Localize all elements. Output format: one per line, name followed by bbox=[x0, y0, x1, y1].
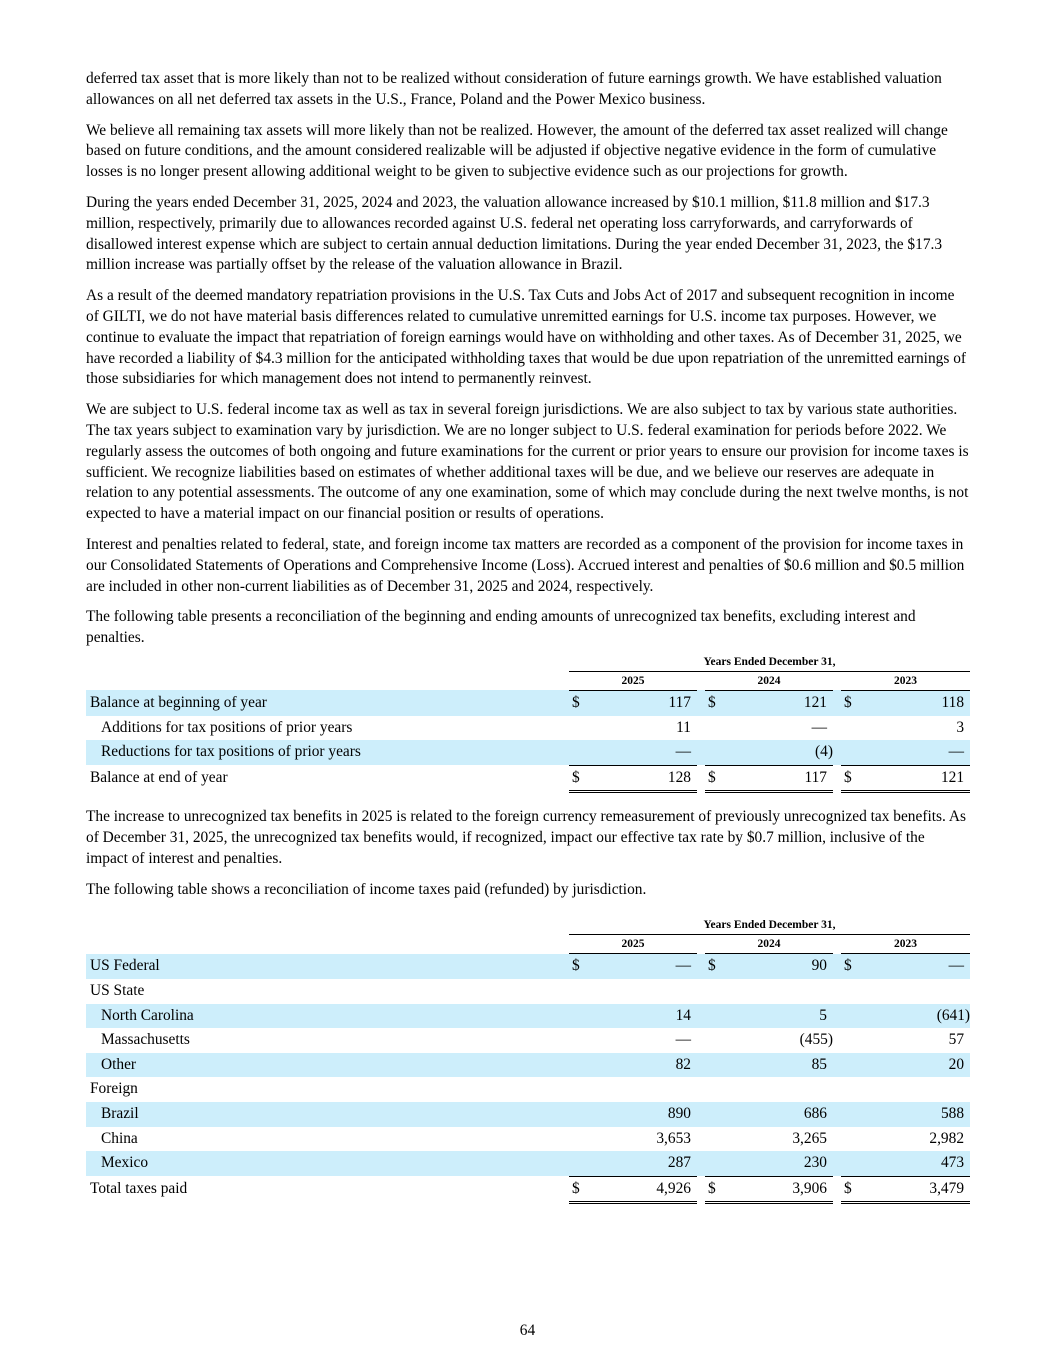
table-row: Total taxes paid $ 4,926 $ 3,906 $ 3,479 bbox=[86, 1176, 970, 1203]
paragraph-7: The following table presents a reconciliation of the beginning and ending amounts of unrecognized tax benefits, excluding interest and penalties. bbox=[86, 608, 916, 647]
table1-year-2023: 2023 bbox=[841, 671, 970, 690]
page-number: 64 bbox=[519, 1322, 536, 1339]
table-row: Balance at beginning of year $ 117 $ 121 $ 118 bbox=[86, 690, 970, 715]
table1-year-2024: 2024 bbox=[705, 671, 833, 690]
paragraph-9: The following table shows a reconciliation of income taxes paid (refunded) by jurisdiction. bbox=[86, 880, 647, 898]
paragraph-3: During the years ended December 31, 2025, 2024 and 2023, the valuation allowance increased by $10.1 million, $11.8 million and $17.3 million, respectively, primarily due to allowances recorded against U.S. federal net operating loss carryforwards, and carryforwards of disallowed interest expense which are subject to certain annual deduction limitations. During the year ended December 31, 2023, the $17.3 million increase was partially offset by the release of the valuation allowance in Brazil. bbox=[86, 193, 943, 274]
paragraph-2: We believe all remaining tax assets will more likely than not be realized. However, the amount of the deferred tax asset realized will change based on future conditions, and the amount considered realizable will be adjusted if objective negative evidence in the form of cumulative losses is no longer present allowing additional weight to be given to subjective evidence such as our projections for growth. bbox=[86, 121, 948, 181]
table1-years-header: Years Ended December 31, bbox=[569, 653, 970, 672]
table-row: Foreign bbox=[90, 1080, 138, 1098]
table-row: Balance at end of year $ 128 $ 117 $ 121 bbox=[86, 765, 970, 792]
table-row: US Federal $ — $ 90 $ — bbox=[86, 954, 970, 979]
table2-years-header: Years Ended December 31, bbox=[569, 916, 970, 935]
document-page bbox=[86, 69, 970, 1204]
table-row: North Carolina 14 5 (641) bbox=[86, 1004, 970, 1029]
table-row: Massachusetts — (455) 57 bbox=[101, 1031, 965, 1049]
income-taxes-paid-table bbox=[86, 916, 970, 1204]
table-row: Additions for tax positions of prior years 11 — 3 bbox=[101, 718, 965, 736]
table-row: US State bbox=[90, 982, 145, 1000]
unrecognized-tax-benefits-table bbox=[86, 653, 970, 793]
table-row: Mexico 287 230 473 bbox=[86, 1151, 970, 1176]
table-row: Reductions for tax positions of prior years — (4) — bbox=[86, 740, 970, 765]
table2-year-2024: 2024 bbox=[705, 935, 833, 954]
table2-year-2023: 2023 bbox=[841, 935, 970, 954]
paragraph-4: As a result of the deemed mandatory repatriation provisions in the U.S. Tax Cuts and Jobs Act of 2017 and subsequent recognition in income of GILTI, we do not have material basis differences related to cumulative unremitted earnings for U.S. income tax purposes. However, we continue to evaluate the impact that repatriation of foreign earnings would have on withholding and other taxes. As of December 31, 2025, we have recorded a liability of $4.3 million for the anticipated withholding taxes that would be due upon repatriation of the unremitted earnings of those subsidiaries for which management does not intend to permanently reinvest. bbox=[86, 287, 967, 388]
paragraph-1: deferred tax asset that is more likely than not to be realized without consideration of future earnings growth. We have established valuation allowances on all net deferred tax assets in the U.S., France, Poland and the Power Mexico business. bbox=[86, 70, 942, 108]
paragraph-8: The increase to unrecognized tax benefits in 2025 is related to the foreign currency remeasurement of previously unrecognized tax benefits. As of December 31, 2025, the unrecognized tax benefits would, if recognized, impact our effective tax rate by $0.7 million, inclusive of the impact of interest and penalties. bbox=[86, 808, 966, 867]
table-row: China 3,653 3,265 2,982 bbox=[101, 1129, 965, 1147]
table2-year-2025: 2025 bbox=[569, 935, 697, 954]
paragraph-6: Interest and penalties related to federal, state, and foreign income tax matters are recorded as a component of the provision for income taxes in our Consolidated Statements of Operations and Comprehensive Income (Loss). Accrued interest and penalties of $0.6 million and $0.5 million are included in other non-current liabilities as of December 31, 2025 and 2024, respectively. bbox=[86, 535, 965, 595]
table-row: Brazil 890 686 588 bbox=[86, 1102, 970, 1127]
paragraph-5: We are subject to U.S. federal income tax as well as tax in several foreign jurisdictions. We are also subject to tax by various state authorities. The tax years subject to examination vary by jurisdiction. We are no longer subject to U.S. federal examination for periods before 2022. We regularly assess the outcomes of both ongoing and future examinations for the current or prior years to ensure our provision for income taxes is sufficient. We recognize liabilities based on estimates of whether additional taxes will be due, and we believe our reserves are adequate in relation to any potential assessments. The outcome of any one examination, some of which may conclude during the next twelve months, is not expected to have a material impact on our financial position or results of operations. bbox=[86, 401, 969, 523]
table1-year-2025: 2025 bbox=[569, 671, 697, 690]
table-row: Other 82 85 20 bbox=[86, 1053, 970, 1078]
